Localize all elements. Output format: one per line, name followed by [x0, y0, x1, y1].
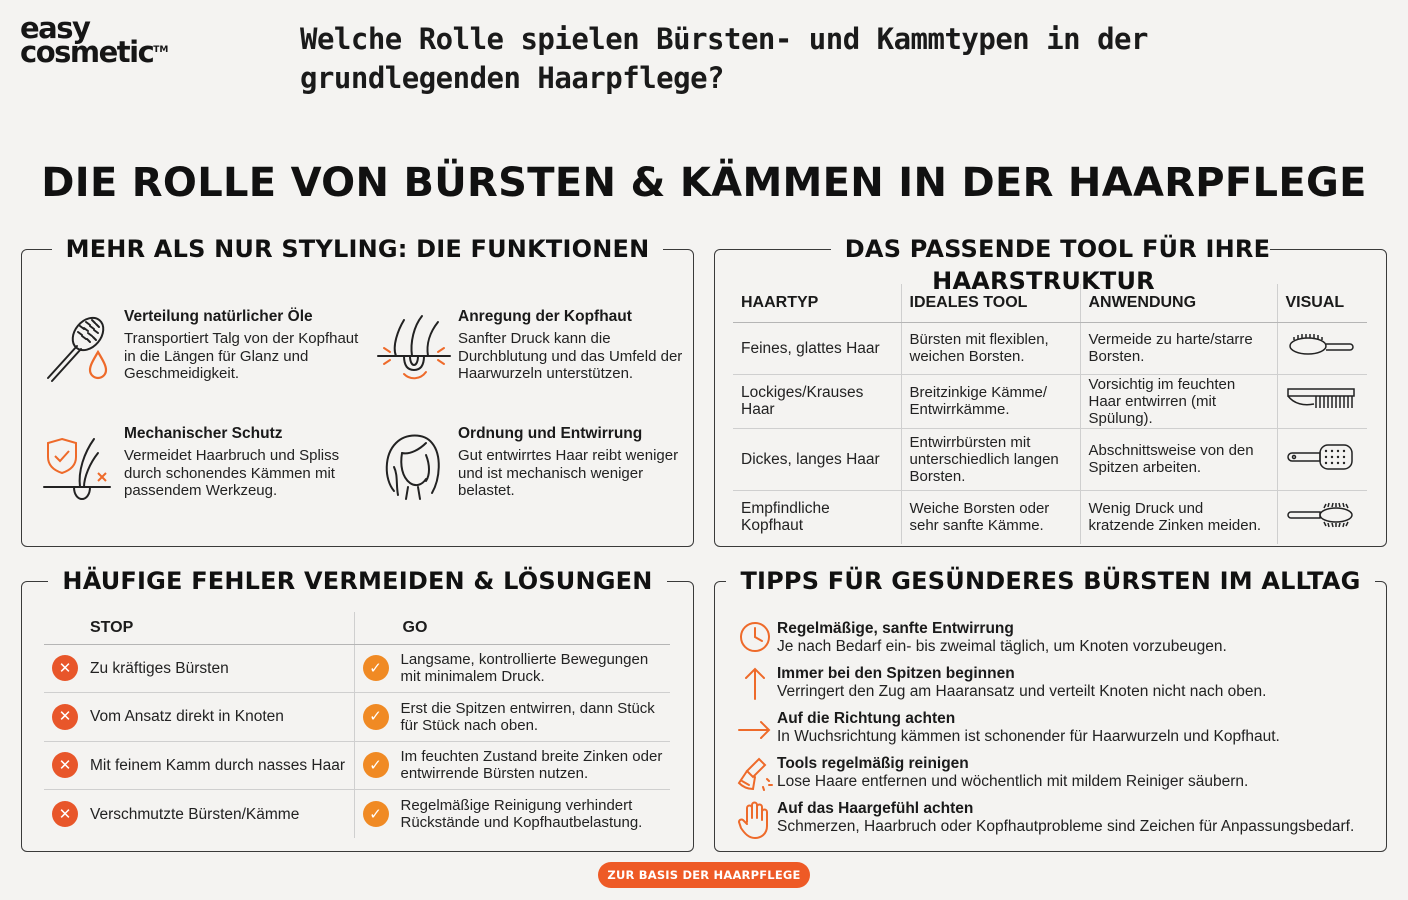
x-circle-icon: ✕ — [52, 704, 78, 730]
table-row — [44, 790, 670, 839]
tip-title: Immer bei den Spitzen beginnen — [777, 665, 1015, 682]
visual-cell — [1277, 374, 1367, 428]
go-text: Im feuchten Zustand breite Zinken oder entwirrende Bürsten nutzen. — [400, 748, 663, 783]
x-circle-icon: ✕ — [52, 801, 78, 827]
clock-icon — [733, 620, 777, 660]
hand-icon — [733, 800, 777, 840]
tool-cell: Breitzinkige Kämme/ Entwirrkämme. — [901, 374, 1080, 428]
table-header-row — [44, 612, 670, 644]
tip-text: Je nach Bedarf ein- bis zweimal täglich, um Knoten vorzubeugen. — [777, 638, 1227, 655]
cleaning-brush-icon — [733, 755, 777, 795]
function-item — [40, 308, 360, 388]
functions-panel — [21, 235, 694, 547]
hair-type-cell: Dickes, langes Haar — [733, 428, 901, 490]
table-row — [44, 741, 670, 790]
tip-text: Verringert den Zug am Haaransatz und verteilt Knoten nicht nach oben. — [777, 683, 1267, 700]
tip-text: Schmerzen, Haarbruch oder Kopfhautprobleme sind Zeichen für Anpassungsbedarf. — [777, 818, 1355, 835]
tip-title: Auf das Haargefühl achten — [777, 800, 974, 817]
shield-hair-icon — [40, 425, 120, 505]
tool-cell: Bürsten mit flexiblen, weichen Borsten. — [901, 322, 1080, 374]
stop-cell — [44, 741, 354, 790]
brand-logo — [20, 11, 169, 69]
go-cell — [354, 741, 670, 790]
function-title: Ordnung und Entwirrung — [458, 425, 643, 442]
arrow-up-icon — [733, 665, 777, 705]
function-title: Anregung der Kopfhaut — [458, 308, 632, 325]
tip-item — [733, 755, 1248, 795]
trademark-mark: TM — [153, 45, 169, 55]
function-text: Gut entwirrtes Haar reibt weniger und ist mechanisch weniger belastet. — [458, 447, 679, 499]
function-item — [374, 425, 684, 505]
usage-cell: Abschnittsweise von den Spitzen arbeiten. — [1080, 428, 1277, 490]
soft-bristle-brush-icon — [1286, 500, 1356, 530]
tip-text: Lose Haare entfernen und wöchentlich mit mildem Reiniger säubern. — [777, 773, 1249, 790]
table-header-row — [733, 284, 1367, 322]
usage-cell: Wenig Druck und kratzende Zinken meiden. — [1080, 490, 1277, 544]
column-header: VISUAL — [1277, 284, 1367, 322]
head-hair-icon — [374, 425, 454, 505]
tip-title: Regelmäßige, sanfte Entwirrung — [777, 620, 1014, 637]
tip-title: Auf die Richtung achten — [777, 710, 956, 727]
function-text: Transportiert Talg von der Kopfhaut in die Längen für Glanz und Geschmeidigkeit. — [124, 330, 359, 382]
mistakes-title: HÄUFIGE FEHLER VERMEIDEN & LÖSUNGEN — [48, 567, 666, 595]
stop-text: Vom Ansatz direkt in Knoten — [90, 708, 284, 726]
stop-header: STOP — [44, 612, 354, 644]
page-question: Welche Rolle spielen Bürsten- und Kammtypen in der grundlegenden Haarpflege? — [300, 22, 1148, 95]
usage-cell: Vermeide zu harte/starre Borsten. — [1080, 322, 1277, 374]
visual-cell — [1277, 322, 1367, 374]
usage-cell: Vorsichtig im feuchten Haar entwirren (mit Spülung). — [1080, 374, 1277, 428]
table-row — [733, 490, 1367, 544]
stop-cell — [44, 644, 354, 693]
stop-text: Mit feinem Kamm durch nasses Haar — [90, 756, 345, 774]
go-text: Regelmäßige Reinigung verhindert Rückstände und Kopfhautbelastung. — [400, 797, 643, 831]
function-item — [40, 425, 360, 505]
table-row — [733, 428, 1367, 490]
stop-text: Zu kräftiges Bürsten — [90, 659, 229, 677]
go-cell — [354, 790, 670, 839]
tool-cell: Entwirrbürsten mit unterschiedlich langen Borsten. — [901, 428, 1080, 490]
x-circle-icon: ✕ — [52, 752, 78, 778]
tool-cell: Weiche Borsten oder sehr sanfte Kämme. — [901, 490, 1080, 544]
tools-title: DAS PASSENDE TOOL FÜR IHRE HAARSTRUKTUR — [831, 235, 1270, 295]
column-header: ANWENDUNG — [1080, 284, 1277, 322]
stop-text: Verschmutzte Bürsten/Kämme — [90, 805, 300, 823]
paddle-brush-icon — [1286, 331, 1356, 361]
detangling-brush-icon — [1286, 442, 1356, 472]
go-text: Langsame, kontrollierte Bewegungen mit minimalem Druck. — [400, 651, 649, 686]
brush-oil-drop-icon — [40, 308, 120, 388]
table-row — [733, 322, 1367, 374]
go-cell — [354, 644, 670, 693]
mistakes-panel — [21, 567, 694, 852]
tip-title: Tools regelmäßig reinigen — [777, 755, 969, 772]
check-circle-icon: ✓ — [363, 655, 389, 681]
function-title: Mechanischer Schutz — [124, 425, 283, 442]
visual-cell — [1277, 490, 1367, 544]
x-circle-icon: ✕ — [52, 655, 78, 681]
stop-cell — [44, 790, 354, 839]
table-row — [44, 693, 670, 742]
tips-title: TIPPS FÜR GESÜNDERES BÜRSTEN IM ALLTAG — [726, 567, 1374, 595]
go-header: GO — [354, 612, 670, 644]
function-item — [374, 308, 684, 388]
check-circle-icon: ✓ — [363, 752, 389, 778]
check-circle-icon: ✓ — [363, 704, 389, 730]
hair-type-cell: Empfindliche Kopfhaut — [741, 500, 830, 535]
tip-text: In Wuchsrichtung kämmen ist schonender für Haarwurzeln und Kopfhaut. — [777, 728, 1280, 745]
tip-item — [733, 620, 1227, 660]
function-text: Vermeidet Haarbruch und Spliss durch schonendes Kämmen mit passendem Werkzeug. — [124, 447, 340, 499]
function-text: Sanfter Druck kann die Durchblutung und das Umfeld der Haarwurzeln unterstützen. — [458, 330, 683, 382]
arrow-right-icon — [733, 710, 777, 750]
visual-cell — [1277, 428, 1367, 490]
tips-panel — [714, 567, 1387, 852]
hair-type-cell: Feines, glattes Haar — [733, 322, 901, 374]
stop-go-table — [44, 612, 670, 838]
table-row — [733, 374, 1367, 428]
logo-line-2 — [20, 35, 169, 69]
basis-haarpflege-button[interactable]: ZUR BASIS DER HAARPFLEGE — [598, 862, 810, 888]
check-circle-icon: ✓ — [363, 801, 389, 827]
column-header: HAARTYP — [733, 284, 901, 322]
main-title: DIE ROLLE VON BÜRSTEN & KÄMMEN IN DER HAARPFLEGE — [41, 160, 1367, 206]
wide-tooth-comb-icon — [1286, 384, 1356, 414]
functions-title: MEHR ALS NUR STYLING: DIE FUNKTIONEN — [52, 235, 664, 263]
tip-item — [733, 800, 1354, 840]
tip-item — [733, 665, 1266, 705]
logo-line-1: easy — [20, 11, 90, 45]
logo-word-2: cosmetic — [20, 35, 154, 69]
go-text: Erst die Spitzen entwirren, dann Stück für Stück nach oben. — [400, 699, 655, 734]
scalp-stimulation-icon — [374, 308, 454, 388]
function-title: Verteilung natürlicher Öle — [124, 308, 313, 325]
hair-type-cell: Lockiges/Krauses Haar — [733, 374, 901, 428]
table-row — [44, 644, 670, 693]
go-cell — [354, 693, 670, 742]
column-header: IDEALES TOOL — [901, 284, 1080, 322]
tip-item — [733, 710, 1280, 750]
stop-cell — [44, 693, 354, 742]
hair-type-table — [733, 284, 1367, 544]
tools-panel — [714, 235, 1387, 547]
